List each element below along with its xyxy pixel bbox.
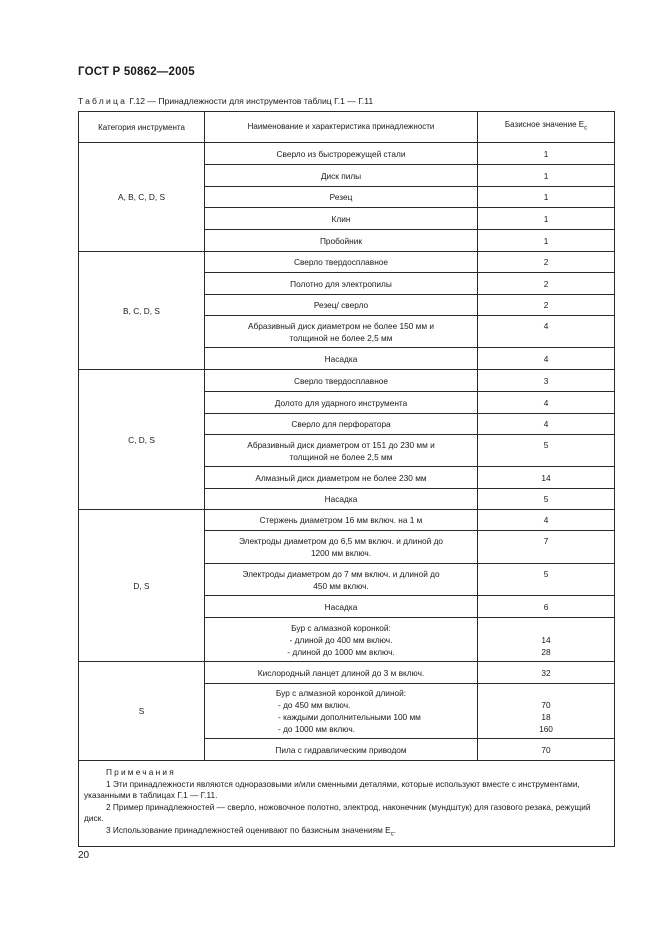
value-cell: 1 (478, 187, 615, 208)
accessories-table (78, 111, 615, 847)
accessory-cell: Долото для ударного инструмента (205, 392, 478, 414)
value-cell: 5 (478, 435, 615, 467)
accessory-cell: Сверло твердосплавное (205, 252, 478, 273)
category-cell: B, C, D, S (79, 252, 205, 370)
accessory-cell: Электроды диаметром до 6,5 мм включ. и длиной до 1200 мм включ. (205, 531, 478, 564)
value-cell: 3 (478, 370, 615, 392)
value-cell: 14 28 (478, 618, 615, 662)
category-cell: S (79, 662, 205, 761)
value-cell: 2 (478, 252, 615, 273)
value-cell: 4 (478, 414, 615, 435)
note-3: 3 Использование принадлежностей оценивают по базисным значениям $E_c$. (106, 824, 396, 838)
value-cell: 2 (478, 273, 615, 295)
accessory-cell: Пробойник (205, 230, 478, 252)
accessory-cell: Насадка (205, 489, 478, 510)
caption-title: Г.12 — Принадлежности для инструментов таблиц Г.1 — Г.11 (127, 96, 374, 106)
accessory-cell: Резец (205, 187, 478, 208)
value-cell: 2 (478, 295, 615, 316)
accessory-cell: Бур с алмазной коронкой: - длиной до 400 мм включ. - длиной до 1000 мм включ. (205, 618, 478, 662)
value-cell: 7 (478, 531, 615, 564)
accessory-cell: Сверло для перфоратора (205, 414, 478, 435)
accessory-cell: Абразивный диск диаметром от 151 до 230 мм и толщиной не более 2,5 мм (205, 435, 478, 467)
value-cell: 70 18 160 (478, 684, 615, 739)
table-row (79, 143, 615, 165)
notes-cell (79, 761, 615, 847)
accessory-cell: Абразивный диск диаметром не более 150 мм и толщиной не более 2,5 мм (205, 316, 478, 348)
note-2: 2 Пример принадлежностей — сверло, ножовочное полотно, электрод, наконечник (мундштук) для газового резака, режущий диск. (84, 801, 591, 823)
accessory-cell: Клин (205, 208, 478, 230)
accessory-cell: Насадка (205, 596, 478, 618)
note-1: 1 Эти принадлежности являются одноразовыми и/или сменными деталями, которые используют вместе с инструментами, указанными в таблицах Г.1 — Г.11. (84, 778, 580, 800)
accessory-cell: Алмазный диск диаметром не более 230 мм (205, 467, 478, 489)
value-cell: 1 (478, 165, 615, 187)
accessory-cell: Сверло твердосплавное (205, 370, 478, 392)
header-base-value: Базисное значение $E_c$ (478, 112, 615, 143)
value-cell: 14 (478, 467, 615, 489)
value-cell: 4 (478, 392, 615, 414)
accessory-cell: Стержень диаметром 16 мм включ. на 1 м (205, 510, 478, 531)
value-cell: 6 (478, 596, 615, 618)
category-cell: C, D, S (79, 370, 205, 510)
accessory-cell: Полотно для электропилы (205, 273, 478, 295)
accessory-cell: Насадка (205, 348, 478, 370)
accessory-cell: Диск пилы (205, 165, 478, 187)
value-cell: 32 (478, 662, 615, 684)
value-cell: 5 (478, 564, 615, 596)
value-cell: 4 (478, 316, 615, 348)
value-cell: 4 (478, 510, 615, 531)
table-caption (78, 96, 373, 106)
value-cell: 4 (478, 348, 615, 370)
accessory-cell: Кислородный ланцет длиной до 3 м включ. (205, 662, 478, 684)
notes-title: Примечания (106, 767, 176, 777)
notes-row (79, 761, 615, 847)
accessory-cell: Бур с алмазной коронкой длиной: - до 450 мм включ. - каждыми дополнительными 100 мм - до 1000 мм включ. (205, 684, 478, 739)
page-number: 20 (78, 850, 90, 861)
header-accessory: Наименование и характеристика принадлежности (205, 112, 478, 143)
value-cell: 1 (478, 208, 615, 230)
accessory-cell: Электроды диаметром до 7 мм включ. и длиной до 450 мм включ. (205, 564, 478, 596)
table-row (79, 510, 615, 531)
category-cell: D, S (79, 510, 205, 662)
value-cell: 5 (478, 489, 615, 510)
category-cell: A, B, C, D, S (79, 143, 205, 252)
table-row (79, 662, 615, 684)
value-cell: 70 (478, 739, 615, 761)
accessory-cell: Сверло из быстрорежущей стали (205, 143, 478, 165)
accessory-cell: Пила с гидравлическим приводом (205, 739, 478, 761)
header-category: Категория инструмента (79, 112, 205, 143)
document-header: ГОСТ Р 50862—2005 (78, 66, 195, 78)
value-cell: 1 (478, 143, 615, 165)
value-cell: 1 (478, 230, 615, 252)
caption-label: Таблица (78, 96, 128, 106)
table-row (79, 370, 615, 392)
table-header-row (79, 112, 615, 143)
accessory-cell: Резец/ сверло (205, 295, 478, 316)
table-row (79, 252, 615, 273)
